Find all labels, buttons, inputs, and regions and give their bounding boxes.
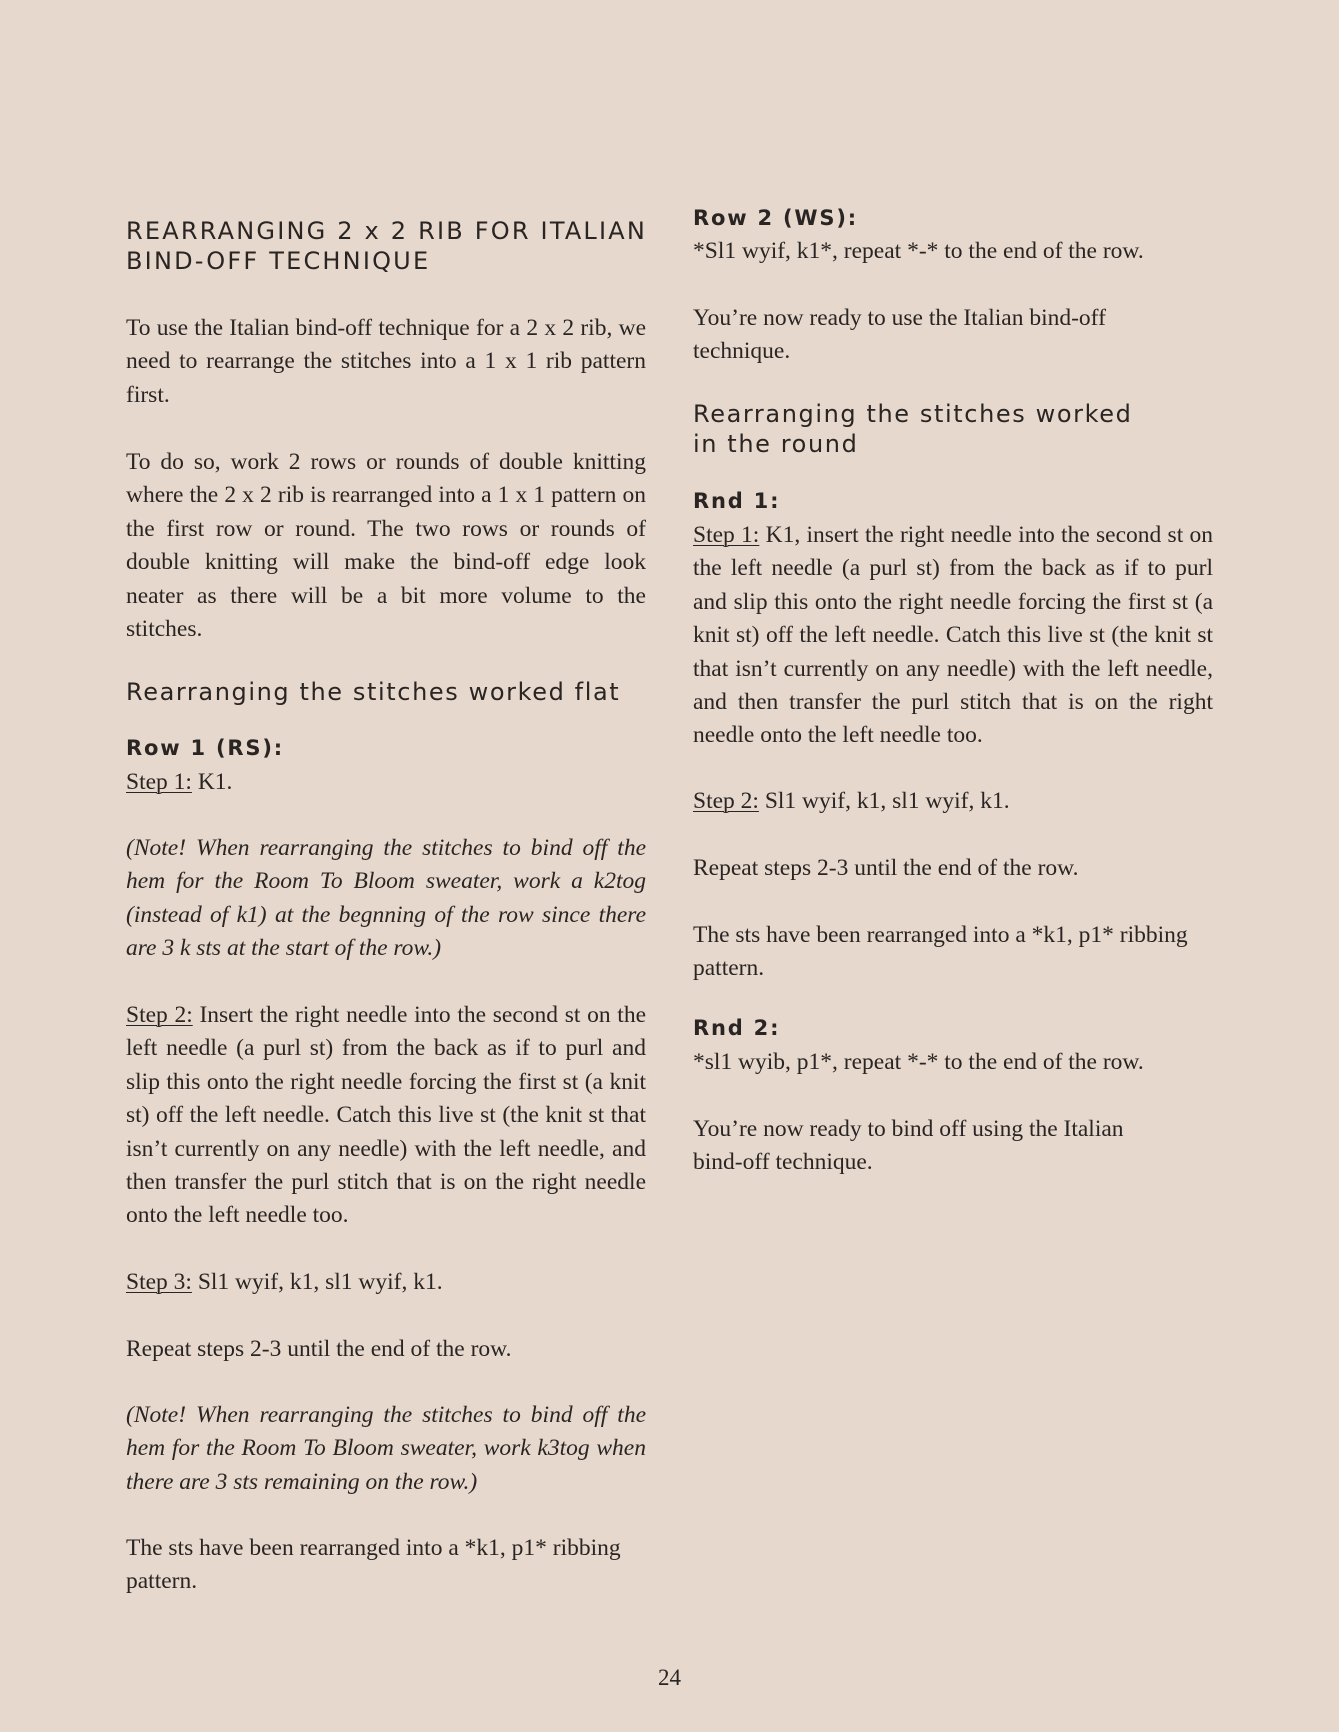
note2-paragraph: (Note! When rearranging the stitches to bind off the hem for the Room To Bloom sweater, work k3tog when there are 3 sts remaining on the row.): [126, 1402, 646, 1495]
rnd1-step2-text: Sl1 wyif, k1, sl1 wyif, k1.: [758, 788, 1010, 814]
section-title-line2: BIND-OFF TECHNIQUE: [126, 247, 431, 275]
rnd1-step2-label: Step 2:: [693, 788, 759, 814]
rnd2-label: Rnd 2:: [693, 1016, 781, 1040]
ready2-line1: You’re now ready to bind off using the Italian: [693, 1116, 1124, 1142]
ready2-line2: bind-off technique.: [693, 1149, 873, 1176]
flat-heading: Rearranging the stitches worked flat: [126, 678, 621, 706]
row2-text: *Sl1 wyif, k1*, repeat *-* to the end of the row.: [693, 238, 1144, 264]
step1-label: Step 1:: [126, 769, 192, 795]
note1-paragraph: (Note! When rearranging the stitches to bind off the hem for the Room To Bloom sweater, work a k2tog (instead of k1) at the begnning of the row since there are 3 k sts at the start of the row.): [126, 835, 646, 962]
ready1-line1: You’re now ready to use the Italian bind-off: [693, 305, 1106, 331]
rnd1-step1-text: K1, insert the right needle into the second st on the left needle (a purl st) from the back as if to purl and slip this onto the right needle forcing the first st (a knit st) off the left needle. Catch this live st (the knit st that isn’t currently on any needle) with the left needle, and then transfer the purl stitch that is on the right needle onto the left needle too.: [693, 522, 1214, 749]
row1-label: Row 1 (RS):: [126, 736, 284, 760]
step1-paragraph: [126, 766, 646, 799]
double-knitting-paragraph: To do so, work 2 rows or rounds of double knitting where the 2 x 2 rib is rearranged into a 1 x 1 pattern on the first row or round. The two rows or rounds of double knitting will make the bind-off edge look neater as there will be a bit more volume to the stitches.: [126, 449, 646, 643]
step3-paragraph: [126, 1266, 646, 1299]
rnd1-repeat-paragraph: Repeat steps 2-3 until the end of the row.: [693, 855, 1079, 881]
step3-text: Sl1 wyif, k1, sl1 wyif, k1.: [191, 1269, 443, 1295]
rnd1-step1-paragraph: [693, 519, 1213, 753]
rnd1-label: Rnd 1:: [693, 489, 781, 513]
row2-label: Row 2 (WS):: [693, 206, 858, 230]
section-title-line1: REARRANGING 2 x 2 RIB FOR ITALIAN: [126, 217, 648, 245]
intro-paragraph: To use the Italian bind-off technique for a 2 x 2 rib, we need to rearrange the stitches into a 1 x 1 rib pattern first.: [126, 315, 646, 408]
step1-text: K1.: [191, 769, 233, 795]
round-heading: [693, 399, 1253, 459]
rnd1-step2-paragraph: [693, 785, 1213, 818]
step2-label: Step 2:: [126, 1002, 193, 1028]
rnd1-step1-label: Step 1:: [693, 522, 760, 548]
ready1-paragraph: [693, 302, 1213, 369]
result-paragraph: The sts have been rearranged into a *k1, p1* ribbing pattern.: [126, 1535, 621, 1595]
rnd2-text: *sl1 wyib, p1*, repeat *-* to the end of the row.: [693, 1049, 1144, 1075]
step2-text: Insert the right needle into the second st on the left needle (a purl st) from the back as if to purl and slip this onto the right needle forcing the first st (a knit st) off the left needle. Catch this live st (the knit st that isn’t currently on any needle) with the left needle, and then transfer the purl stitch that is on the right needle onto the left needle too.: [126, 1002, 646, 1229]
round-heading-line1: Rearranging the stitches worked: [693, 400, 1133, 428]
round-heading-line2: in the round: [693, 430, 859, 458]
ready2-paragraph: [693, 1113, 1213, 1180]
step3-label: Step 3:: [126, 1269, 192, 1295]
ready1-line2: technique.: [693, 338, 791, 365]
repeat-paragraph: Repeat steps 2-3 until the end of the row.: [126, 1336, 512, 1362]
rnd1-result-paragraph: The sts have been rearranged into a *k1, p1* ribbing pattern.: [693, 922, 1188, 982]
section-title: [126, 216, 686, 276]
page-number: 24: [658, 1665, 681, 1690]
step2-paragraph: [126, 999, 646, 1233]
